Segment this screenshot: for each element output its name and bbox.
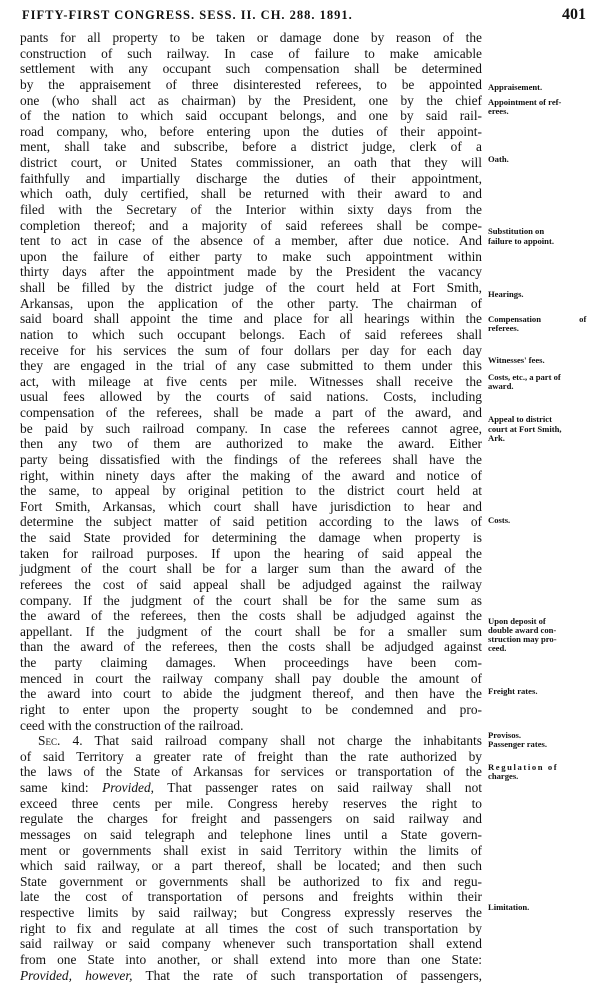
body-line: regulate the charges for freight and passengers on said railway and [20, 811, 482, 827]
margin-note: Upon deposit of [488, 616, 594, 626]
body-line: tent to act in case of the absence of a member, after due notice. And [20, 233, 482, 249]
header-title: FIFTY-FIRST CONGRESS. SESS. II. CH. 288. 1891. [22, 8, 353, 23]
body-line: act, with mileage at five cents per mile. Witnesses shall receive the [20, 374, 482, 390]
body-line: party being dissatisfied with the findings of the referees shall have the [20, 452, 482, 468]
margin-note: Appointment of ref- [488, 97, 594, 107]
margin-note: Appraisement. [488, 82, 594, 92]
body-line: thirty days after the appointment made by the President the vacancy [20, 264, 482, 280]
body-line: taken for railroad purposes. If upon the hearing of said appeal the [20, 546, 482, 562]
body-line: appellant. If the judgment of the court shall be for a smaller sum [20, 624, 482, 640]
body-line: then any two of them are authorized to make the award. Either [20, 436, 482, 452]
body-line: compensation of the referees, shall be made a part of the award, and [20, 405, 482, 421]
body-line: right to enter upon the property sought to be condemned and pro- [20, 702, 482, 718]
margin-note: Appeal to district [488, 414, 594, 424]
body-line: from one State into another, or shall extend into more than one State: [20, 952, 482, 968]
body-line: ceed with the construction of the railroad. [20, 718, 482, 734]
body-line: of said Territory a greater rate of freight than the rate authorized by [20, 749, 482, 765]
body-line: Arkansas, upon the application of the other party. The chairman of [20, 296, 482, 312]
body-line: completion thereof; and a majority of said referees shall be compe- [20, 218, 482, 234]
margin-note: Substitution on [488, 226, 594, 236]
body-line: the award of the referees, then the costs shall be adjudged against the [20, 608, 482, 624]
body-line: messages on said telegraph and telephone lines until a State govern- [20, 827, 482, 843]
body-line: State government or governments shall be authorized to fix and regu- [20, 874, 482, 890]
body-line: Fort Smith, Arkansas, which court shall have jurisdiction to hear and [20, 499, 482, 515]
body-line: upon the failure of either party to make such appointment within [20, 249, 482, 265]
margin-note: Provisos. [488, 730, 594, 740]
body-line: construction of such railway. In case of failure to make amicable [20, 46, 482, 62]
body-line: of the nation to which said occupant belongs, and one by said rail- [20, 108, 482, 124]
margin-note: struction may pro- [488, 634, 594, 644]
body-line: ment, shall take and subscribe, before a district judge, clerk of a [20, 139, 482, 155]
body-line: the laws of the State of Arkansas for services or transportation of the [20, 764, 482, 780]
body-line: exceed three cents per mile. Congress hereby reserves the right to [20, 796, 482, 812]
margin-note: award. [488, 381, 594, 391]
margin-note: Hearings. [488, 289, 594, 299]
body-line: same kind: Provided, That passenger rates on said railway shall not [20, 780, 482, 796]
body-line: referees the cost of said appeal shall be adjudged against the railway [20, 577, 482, 593]
body-line: faithfully and impartially discharge the duties of their appointment, [20, 171, 482, 187]
body-line: one (who shall act as chairman) by the President, one by the chief [20, 93, 482, 109]
body-line: usual fees allowed by the courts of said nations. Costs, including [20, 389, 482, 405]
margin-note: Costs, etc., a part of [488, 372, 594, 382]
body-line: they are engaged in the trial of any case submitted to them under this [20, 358, 482, 374]
body-line: than the award of the referees, then the costs shall be adjudged against [20, 639, 482, 655]
body-line: said board shall appoint the time and place for all hearings within the [20, 311, 482, 327]
body-line: right, within ninety days after the making of the award and notice of [20, 468, 482, 484]
margin-note: ceed. [488, 643, 594, 653]
body-line: by the appraisement of three disinterested referees, to be appointed [20, 77, 482, 93]
body-line: right to fix and regulate at all times the cost of such transportation by [20, 921, 482, 937]
margin-note: Regulation of [488, 762, 594, 772]
body-line: filed with the Secretary of the Interior within sixty days from the [20, 202, 482, 218]
margin-note: Passenger rates. [488, 739, 594, 749]
margin-note: failure to appoint. [488, 236, 594, 246]
margin-note: court at Fort Smith, [488, 424, 594, 434]
statute-body [20, 30, 482, 983]
margin-note: double award con- [488, 625, 594, 635]
body-line: menced in court the railway company shall pay double the amount of [20, 671, 482, 687]
margin-note: Oath. [488, 154, 594, 164]
body-line: which said railway, or a part thereof, shall be located; and then such [20, 858, 482, 874]
body-line: the party claiming damages. When proceedings have been com- [20, 655, 482, 671]
margin-note: erees. [488, 106, 594, 116]
body-line: shall be filled by the district judge of the court held at Fort Smith, [20, 280, 482, 296]
margin-note: Witnesses' fees. [488, 355, 594, 365]
margin-note: Freight rates. [488, 686, 594, 696]
body-line: company. If the judgment of the court shall be for the same sum as [20, 593, 482, 609]
body-line: late the cost of transportation of persons and freights within their [20, 889, 482, 905]
body-line: determine the subject matter of said petition according to the laws of [20, 514, 482, 530]
page-number: 401 [562, 6, 586, 24]
body-line: the award into court to abide the judgment thereof, and then have the [20, 686, 482, 702]
margin-note: Ark. [488, 433, 594, 443]
body-line: settlement with any occupant such compensation shall be determined [20, 61, 482, 77]
margin-note: Compensation of [488, 314, 594, 324]
body-line: nation to which such occupant belongs. Each of said referees shall [20, 327, 482, 343]
margin-note: Costs. [488, 515, 594, 525]
margin-note: referees. [488, 323, 594, 333]
body-line: said railway or said company whenever such transportation shall extend [20, 936, 482, 952]
body-line: road company, who, before entering upon the duties of their appoint- [20, 124, 482, 140]
body-line: be paid by such railroad company. In case the referees cannot agree, [20, 421, 482, 437]
margin-note: charges. [488, 771, 594, 781]
body-line: pants for all property to be taken or damage done by reason of the [20, 30, 482, 46]
body-line: Provided, however, That the rate of such transportation of passengers, [20, 968, 482, 983]
body-line: district court, or United States commissioner, an oath that they will [20, 155, 482, 171]
body-line: judgment of the court shall be for a larger sum than the award of the [20, 561, 482, 577]
running-header [22, 8, 586, 26]
body-line: ment or governments shall exist in said Territory within the limits of [20, 843, 482, 859]
body-line: which oath, duly certified, shall be returned with their award to and [20, 186, 482, 202]
body-line: respective limits by said railway; but Congress expressly reserves the [20, 905, 482, 921]
body-line: the same, to appeal by original petition to the district court held at [20, 483, 482, 499]
section-4-first-line: Sec. 4. That said railroad company shall not charge the inhabitants [20, 733, 482, 749]
body-line: receive for his services the sum of four dollars per day for each day [20, 343, 482, 359]
margin-note: Limitation. [488, 902, 594, 912]
body-line: the said State provided for determining the damage when property is [20, 530, 482, 546]
